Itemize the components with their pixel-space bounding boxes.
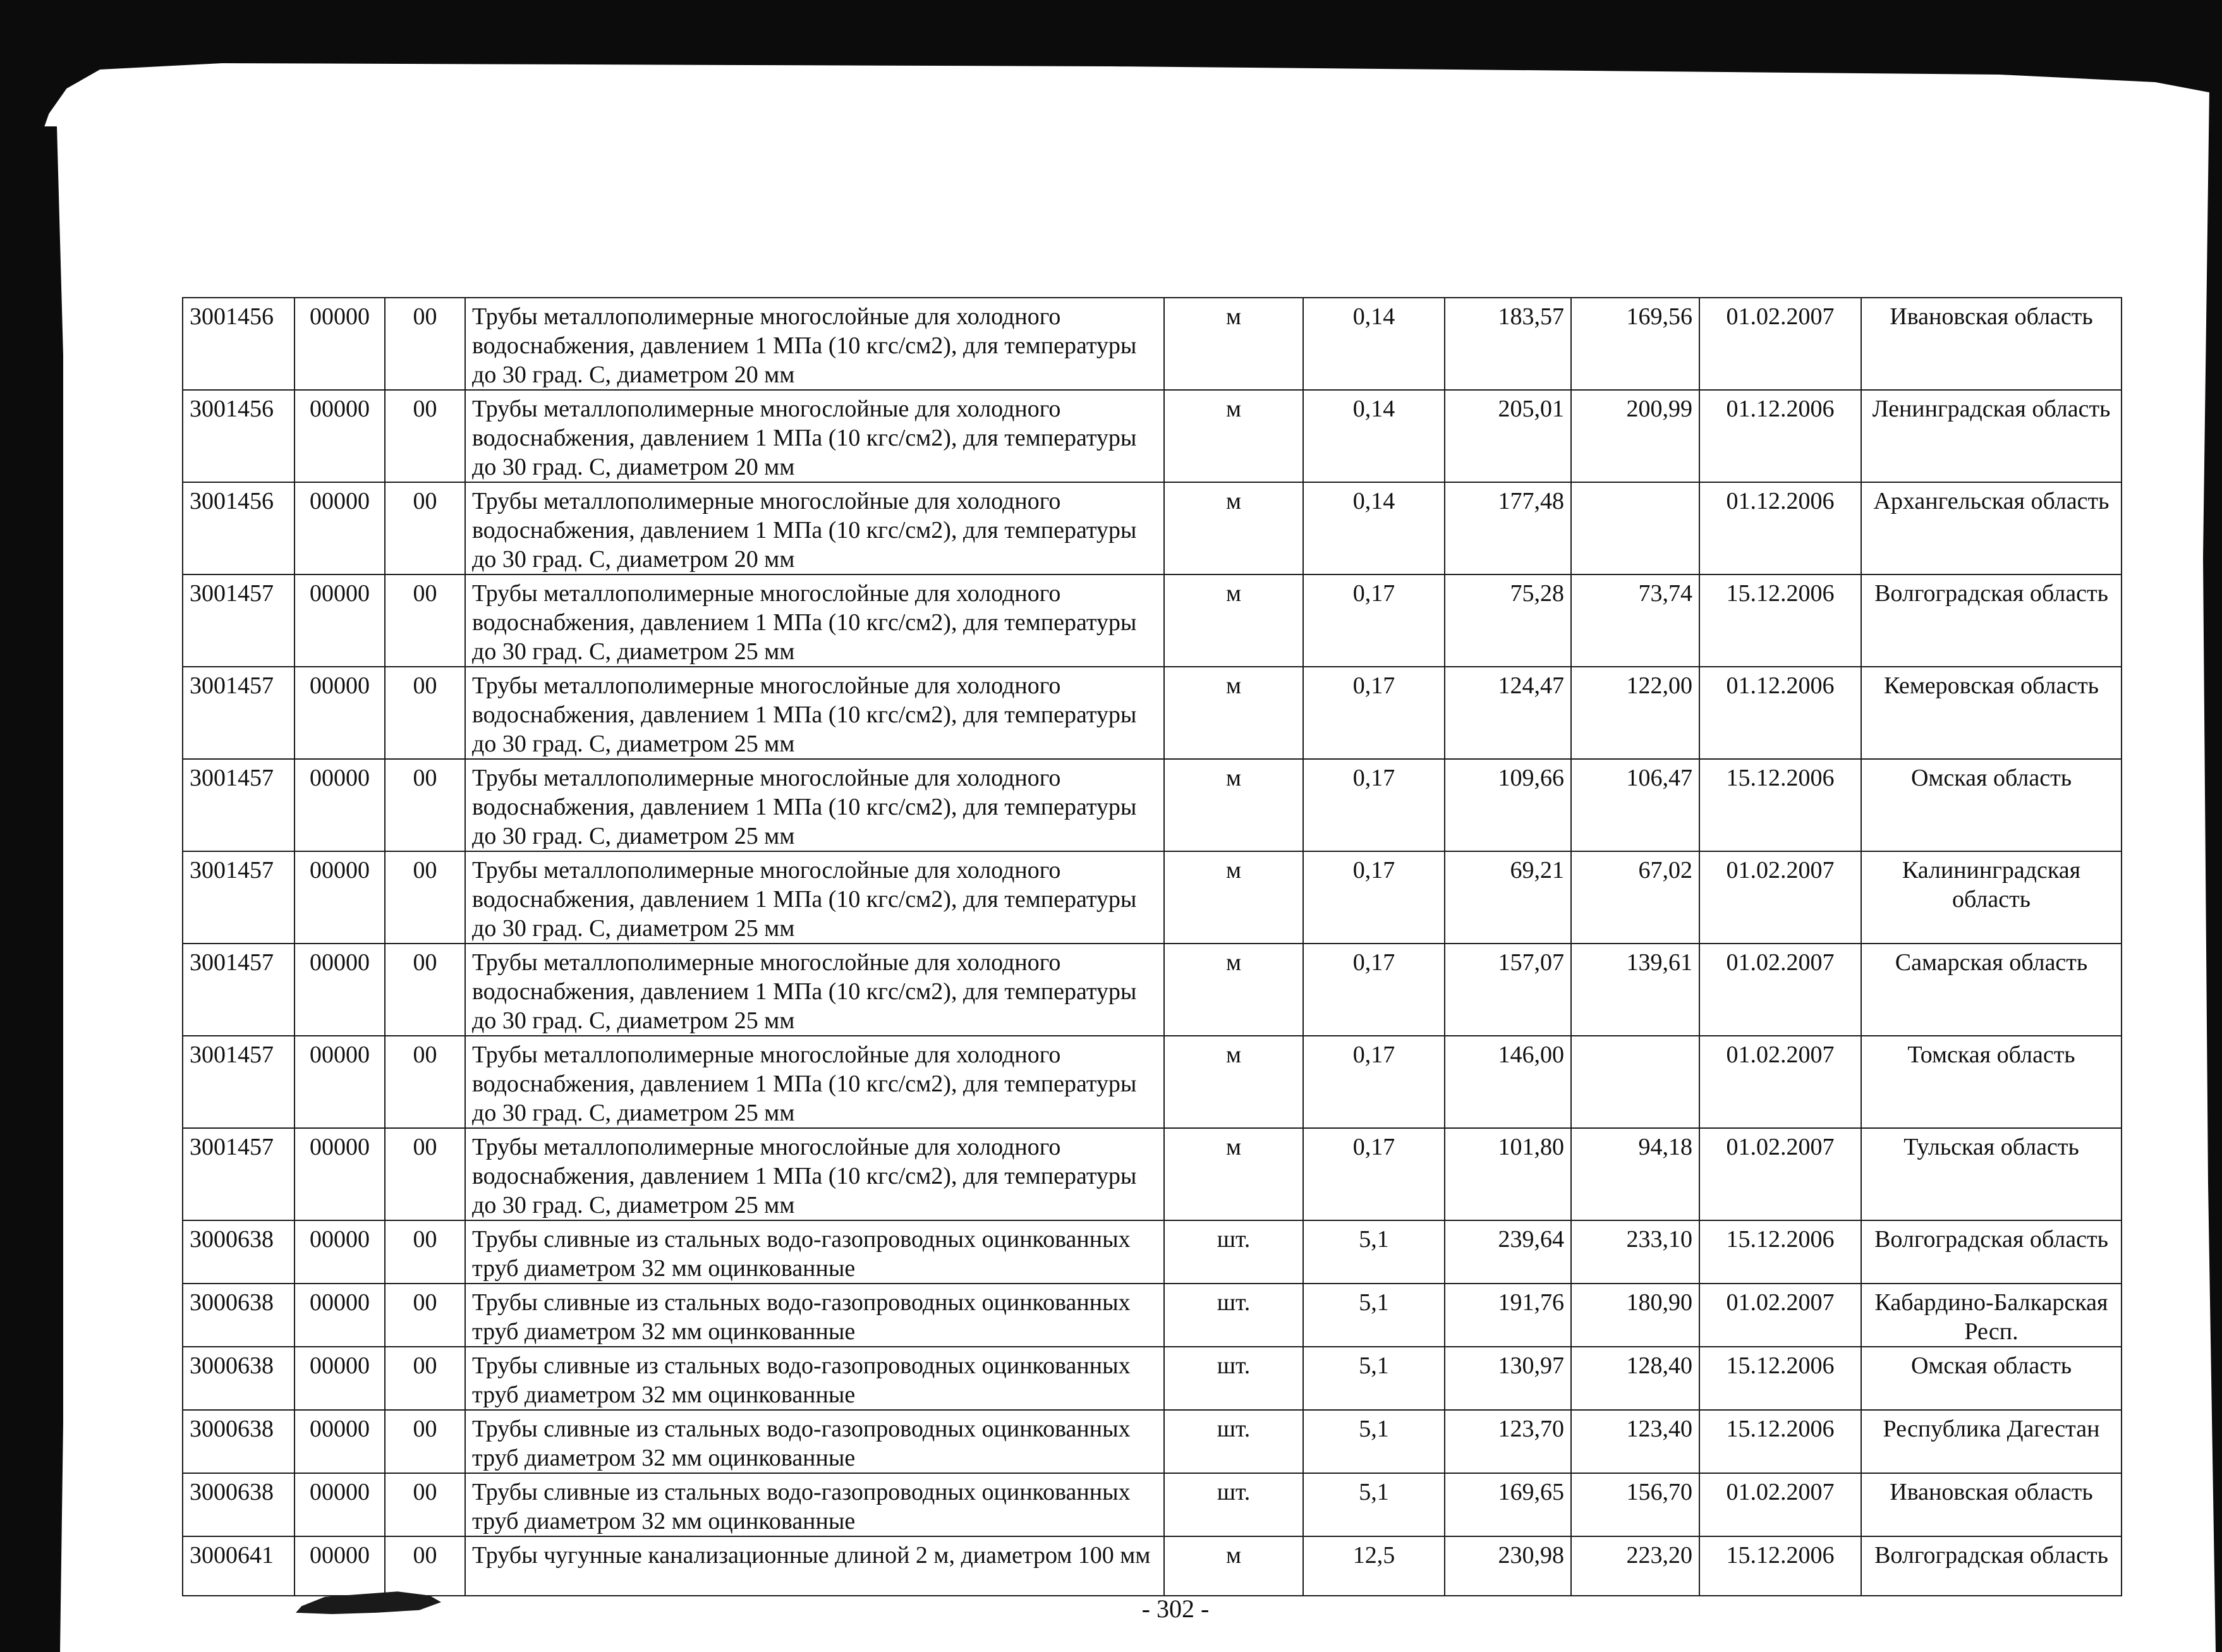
cell-date: 01.02.2007 (1699, 851, 1861, 944)
cell-name: Трубы металлополимерные многослойные для холодного водоснабжения, давлением 1 МПа (10 кгс/см2), для температуры до 30 град. С, диаметром 20 мм (465, 482, 1164, 574)
cell-name: Трубы металлополимерные многослойные для холодного водоснабжения, давлением 1 МПа (10 кгс/см2), для температуры до 30 град. С, диаметром 20 мм (465, 390, 1164, 482)
cell-ext: 00 (385, 1128, 465, 1220)
cell-region: Волгоградская область (1861, 1536, 2122, 1596)
cell-subcode: 00000 (294, 1473, 385, 1536)
cell-weight: 0,17 (1303, 759, 1445, 851)
cell-unit: м (1164, 1536, 1303, 1596)
cell-date: 01.02.2007 (1699, 1473, 1861, 1536)
cell-region: Архангельская область (1861, 482, 2122, 574)
cell-price-2: 233,10 (1571, 1220, 1699, 1284)
table-row (183, 759, 2122, 851)
cell-region: Ивановская область (1861, 1473, 2122, 1536)
cell-price-1: 124,47 (1445, 667, 1571, 759)
cell-subcode: 00000 (294, 1220, 385, 1284)
cell-price-2: 94,18 (1571, 1128, 1699, 1220)
cell-region: Томская область (1861, 1036, 2122, 1128)
cell-code: 3000638 (183, 1284, 294, 1347)
cell-weight: 0,17 (1303, 667, 1445, 759)
cell-subcode: 00000 (294, 944, 385, 1036)
cell-name: Трубы сливные из стальных водо-газопроводных оцинкованных труб диаметром 32 мм оцинкованные (465, 1284, 1164, 1347)
cell-date: 15.12.2006 (1699, 1220, 1861, 1284)
cell-unit: шт. (1164, 1220, 1303, 1284)
table-row (183, 1347, 2122, 1410)
cell-name: Трубы металлополимерные многослойные для холодного водоснабжения, давлением 1 МПа (10 кгс/см2), для температуры до 30 град. С, диаметром 20 мм (465, 298, 1164, 390)
cell-price-2: 180,90 (1571, 1284, 1699, 1347)
cell-price-1: 123,70 (1445, 1410, 1571, 1473)
cell-subcode: 00000 (294, 1536, 385, 1596)
cell-price-1: 109,66 (1445, 759, 1571, 851)
cell-name: Трубы металлополимерные многослойные для холодного водоснабжения, давлением 1 МПа (10 кгс/см2), для температуры до 30 град. С, диаметром 25 мм (465, 944, 1164, 1036)
cell-unit: м (1164, 667, 1303, 759)
cell-ext: 00 (385, 1284, 465, 1347)
cell-ext: 00 (385, 1347, 465, 1410)
cell-subcode: 00000 (294, 574, 385, 667)
cell-code: 3001457 (183, 759, 294, 851)
cell-code: 3000638 (183, 1473, 294, 1536)
cell-price-1: 75,28 (1445, 574, 1571, 667)
cell-subcode: 00000 (294, 851, 385, 944)
price-table (182, 297, 2122, 1596)
cell-subcode: 00000 (294, 759, 385, 851)
cell-region: Ивановская область (1861, 298, 2122, 390)
table-row (183, 1473, 2122, 1536)
cell-date: 15.12.2006 (1699, 574, 1861, 667)
cell-price-1: 177,48 (1445, 482, 1571, 574)
cell-name: Трубы чугунные канализационные длиной 2 м, диаметром 100 мм (465, 1536, 1164, 1596)
cell-code: 3001457 (183, 667, 294, 759)
cell-date: 01.12.2006 (1699, 482, 1861, 574)
cell-subcode: 00000 (294, 482, 385, 574)
cell-name: Трубы металлополимерные многослойные для холодного водоснабжения, давлением 1 МПа (10 кгс/см2), для температуры до 30 град. С, диаметром 25 мм (465, 1128, 1164, 1220)
scan-border-right (2197, 88, 2222, 1652)
cell-unit: шт. (1164, 1410, 1303, 1473)
cell-weight: 0,17 (1303, 851, 1445, 944)
cell-unit: м (1164, 390, 1303, 482)
cell-code: 3001456 (183, 390, 294, 482)
cell-date: 01.12.2006 (1699, 667, 1861, 759)
cell-price-2: 139,61 (1571, 944, 1699, 1036)
cell-region: Волгоградская область (1861, 1220, 2122, 1284)
cell-weight: 0,17 (1303, 1036, 1445, 1128)
cell-code: 3001456 (183, 482, 294, 574)
cell-ext: 00 (385, 759, 465, 851)
cell-unit: м (1164, 482, 1303, 574)
cell-code: 3001457 (183, 1036, 294, 1128)
cell-date: 15.12.2006 (1699, 1536, 1861, 1596)
table-row (183, 1128, 2122, 1220)
cell-price-2 (1571, 1036, 1699, 1128)
cell-name: Трубы металлополимерные многослойные для холодного водоснабжения, давлением 1 МПа (10 кгс/см2), для температуры до 30 град. С, диаметром 25 мм (465, 759, 1164, 851)
cell-unit: м (1164, 574, 1303, 667)
cell-date: 01.02.2007 (1699, 298, 1861, 390)
cell-code: 3001457 (183, 944, 294, 1036)
cell-weight: 0,14 (1303, 482, 1445, 574)
cell-ext: 00 (385, 1036, 465, 1128)
cell-weight: 5,1 (1303, 1220, 1445, 1284)
table-row (183, 851, 2122, 944)
cell-ext: 00 (385, 1473, 465, 1536)
cell-subcode: 00000 (294, 1410, 385, 1473)
cell-code: 3000638 (183, 1347, 294, 1410)
cell-region: Омская область (1861, 1347, 2122, 1410)
cell-date: 01.12.2006 (1699, 390, 1861, 482)
cell-region: Ленинградская область (1861, 390, 2122, 482)
cell-date: 15.12.2006 (1699, 1347, 1861, 1410)
cell-subcode: 00000 (294, 1284, 385, 1347)
cell-unit: м (1164, 944, 1303, 1036)
scan-border-top (0, 0, 2222, 152)
table-row (183, 667, 2122, 759)
cell-price-2: 73,74 (1571, 574, 1699, 667)
cell-date: 01.02.2007 (1699, 1036, 1861, 1128)
cell-weight: 5,1 (1303, 1473, 1445, 1536)
cell-subcode: 00000 (294, 1128, 385, 1220)
cell-price-2: 122,00 (1571, 667, 1699, 759)
cell-ext: 00 (385, 667, 465, 759)
cell-region: Омская область (1861, 759, 2122, 851)
cell-ext: 00 (385, 1410, 465, 1473)
cell-price-2: 156,70 (1571, 1473, 1699, 1536)
cell-price-2: 106,47 (1571, 759, 1699, 851)
cell-weight: 5,1 (1303, 1284, 1445, 1347)
cell-name: Трубы металлополимерные многослойные для холодного водоснабжения, давлением 1 МПа (10 кгс/см2), для температуры до 30 град. С, диаметром 25 мм (465, 574, 1164, 667)
cell-price-2: 200,99 (1571, 390, 1699, 482)
table-body (183, 298, 2122, 1596)
cell-region: Самарская область (1861, 944, 2122, 1036)
cell-weight: 0,14 (1303, 298, 1445, 390)
cell-date: 01.02.2007 (1699, 1128, 1861, 1220)
cell-weight: 12,5 (1303, 1536, 1445, 1596)
table-row (183, 1036, 2122, 1128)
cell-code: 3001457 (183, 574, 294, 667)
cell-price-2: 128,40 (1571, 1347, 1699, 1410)
table-row (183, 298, 2122, 390)
cell-name: Трубы сливные из стальных водо-газопроводных оцинкованных труб диаметром 32 мм оцинкованные (465, 1220, 1164, 1284)
cell-region: Кабардино-Балкарская Респ. (1861, 1284, 2122, 1347)
cell-price-1: 191,76 (1445, 1284, 1571, 1347)
table-row (183, 574, 2122, 667)
cell-unit: м (1164, 1128, 1303, 1220)
cell-price-2: 169,56 (1571, 298, 1699, 390)
cell-price-2: 223,20 (1571, 1536, 1699, 1596)
cell-code: 3000641 (183, 1536, 294, 1596)
cell-ext: 00 (385, 1220, 465, 1284)
cell-unit: м (1164, 1036, 1303, 1128)
cell-weight: 5,1 (1303, 1410, 1445, 1473)
cell-unit: м (1164, 851, 1303, 944)
cell-price-1: 239,64 (1445, 1220, 1571, 1284)
table-row (183, 390, 2122, 482)
cell-name: Трубы сливные из стальных водо-газопроводных оцинкованных труб диаметром 32 мм оцинкованные (465, 1347, 1164, 1410)
cell-subcode: 00000 (294, 298, 385, 390)
cell-region: Волгоградская область (1861, 574, 2122, 667)
cell-price-1: 69,21 (1445, 851, 1571, 944)
cell-unit: шт. (1164, 1284, 1303, 1347)
cell-price-1: 169,65 (1445, 1473, 1571, 1536)
cell-date: 15.12.2006 (1699, 1410, 1861, 1473)
cell-price-2: 123,40 (1571, 1410, 1699, 1473)
cell-price-2 (1571, 482, 1699, 574)
cell-price-1: 157,07 (1445, 944, 1571, 1036)
cell-code: 3001457 (183, 851, 294, 944)
cell-subcode: 00000 (294, 667, 385, 759)
cell-price-1: 146,00 (1445, 1036, 1571, 1128)
cell-price-1: 101,80 (1445, 1128, 1571, 1220)
cell-region: Тульская область (1861, 1128, 2122, 1220)
table-row (183, 1284, 2122, 1347)
cell-region: Республика Дагестан (1861, 1410, 2122, 1473)
page-number: - 302 - (1141, 1594, 1210, 1623)
cell-code: 3000638 (183, 1410, 294, 1473)
cell-unit: м (1164, 298, 1303, 390)
cell-weight: 0,17 (1303, 574, 1445, 667)
cell-weight: 0,17 (1303, 944, 1445, 1036)
cell-subcode: 00000 (294, 1036, 385, 1128)
cell-weight: 5,1 (1303, 1347, 1445, 1410)
cell-ext: 00 (385, 574, 465, 667)
scan-border-left (0, 126, 76, 1652)
cell-ext: 00 (385, 298, 465, 390)
cell-name: Трубы металлополимерные многослойные для холодного водоснабжения, давлением 1 МПа (10 кгс/см2), для температуры до 30 град. С, диаметром 25 мм (465, 851, 1164, 944)
cell-price-1: 130,97 (1445, 1347, 1571, 1410)
cell-subcode: 00000 (294, 390, 385, 482)
cell-code: 3000638 (183, 1220, 294, 1284)
cell-unit: шт. (1164, 1473, 1303, 1536)
table-row (183, 1220, 2122, 1284)
cell-region: Кемеровская область (1861, 667, 2122, 759)
cell-unit: м (1164, 759, 1303, 851)
cell-ext: 00 (385, 482, 465, 574)
cell-code: 3001456 (183, 298, 294, 390)
cell-name: Трубы металлополимерные многослойные для холодного водоснабжения, давлением 1 МПа (10 кгс/см2), для температуры до 30 град. С, диаметром 25 мм (465, 1036, 1164, 1128)
cell-date: 01.02.2007 (1699, 1284, 1861, 1347)
cell-weight: 0,14 (1303, 390, 1445, 482)
table-row (183, 1536, 2122, 1596)
table-row (183, 944, 2122, 1036)
cell-price-1: 205,01 (1445, 390, 1571, 482)
cell-price-1: 230,98 (1445, 1536, 1571, 1596)
cell-subcode: 00000 (294, 1347, 385, 1410)
cell-code: 3001457 (183, 1128, 294, 1220)
cell-price-2: 67,02 (1571, 851, 1699, 944)
cell-name: Трубы сливные из стальных водо-газопроводных оцинкованных труб диаметром 32 мм оцинкованные (465, 1410, 1164, 1473)
cell-ext: 00 (385, 390, 465, 482)
cell-ext: 00 (385, 944, 465, 1036)
cell-name: Трубы металлополимерные многослойные для холодного водоснабжения, давлением 1 МПа (10 кгс/см2), для температуры до 30 град. С, диаметром 25 мм (465, 667, 1164, 759)
cell-date: 01.02.2007 (1699, 944, 1861, 1036)
cell-weight: 0,17 (1303, 1128, 1445, 1220)
cell-ext: 00 (385, 851, 465, 944)
cell-unit: шт. (1164, 1347, 1303, 1410)
table-row (183, 482, 2122, 574)
cell-region: Калининградская область (1861, 851, 2122, 944)
cell-name: Трубы сливные из стальных водо-газопроводных оцинкованных труб диаметром 32 мм оцинкованные (465, 1473, 1164, 1536)
table-row (183, 1410, 2122, 1473)
cell-price-1: 183,57 (1445, 298, 1571, 390)
cell-date: 15.12.2006 (1699, 759, 1861, 851)
cell-ext: 00 (385, 1536, 465, 1596)
